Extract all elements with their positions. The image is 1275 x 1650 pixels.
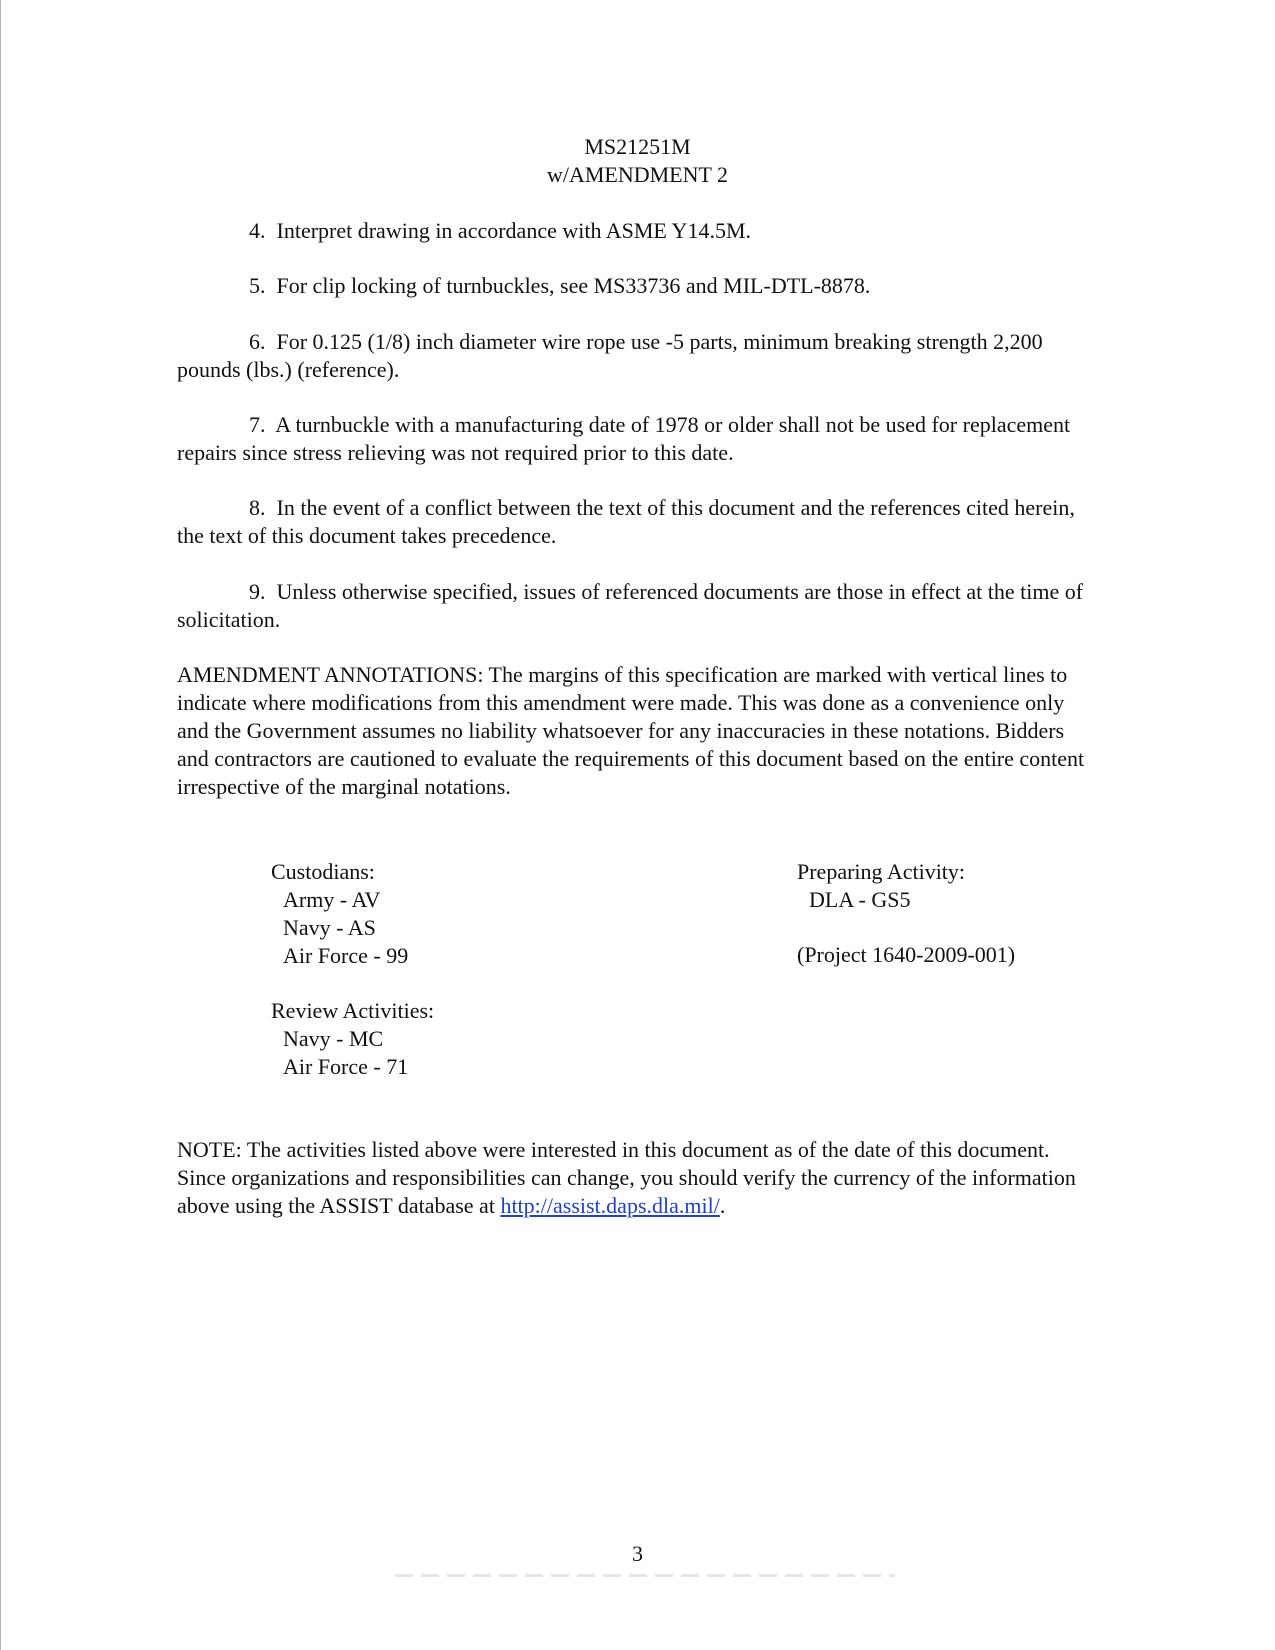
note-number: 7. [249, 412, 266, 437]
note-item-8 [177, 494, 1097, 550]
note-text: For 0.125 (1/8) inch diameter wire rope use -5 parts, minimum breaking strength 2,200 pounds (lbs.) (reference). [177, 329, 1043, 382]
document-number: MS21251M [584, 134, 691, 159]
review-activity-item: Navy - MC [283, 1026, 384, 1051]
note-number: 6. [249, 329, 266, 354]
note-item-6 [177, 328, 1097, 384]
preparing-activity-block [797, 858, 965, 914]
assist-database-link[interactable]: http://assist.daps.dla.mil/ [500, 1193, 720, 1218]
page-number: 3 [632, 1541, 643, 1566]
amendment-annotations: AMENDMENT ANNOTATIONS: The margins of this specification are marked with vertical lines to indicate where modifications from this amendment were made. This was done as a convenience only and the Government assumes no liability whatsoever for any inaccuracies in these notations. Bidders and contractors are cautioned to evaluate the requirements of this document based on the entire content irrespective of the marginal notations. [177, 662, 1085, 799]
custodians-block [271, 858, 408, 970]
faint-footer-line [395, 1574, 895, 1577]
note-text: Interpret drawing in accordance with ASME Y14.5M. [276, 218, 752, 243]
project-block [797, 941, 1015, 969]
review-activities-block [271, 997, 434, 1081]
project-number: (Project 1640-2009-001) [797, 942, 1016, 967]
document-header [0, 133, 1275, 189]
note-text: Unless otherwise specified, issues of referenced documents are those in effect at the time of solicitation. [177, 579, 1084, 632]
note-item-7 [177, 411, 1097, 467]
note-paragraph [177, 1136, 1097, 1220]
note-number: 4. [249, 218, 266, 243]
note-number: 5. [249, 273, 266, 298]
note-text: A turnbuckle with a manufacturing date of 1978 or older shall not be used for replacement repairs since stress relieving was not required prior to this date. [177, 412, 1071, 465]
custodians-label: Custodians: [271, 859, 375, 884]
review-activities-label: Review Activities: [271, 998, 435, 1023]
amendment-label: w/AMENDMENT 2 [546, 162, 729, 187]
custodian-item: Army - AV [283, 887, 381, 912]
custodian-item: Navy - AS [283, 915, 376, 940]
preparing-activity-value: DLA - GS5 [809, 887, 911, 912]
note-text: In the event of a conflict between the text of this document and the references cited herein, the text of this document takes precedence. [177, 495, 1075, 548]
custodian-item: Air Force - 99 [283, 943, 409, 968]
note-number: 8. [249, 495, 266, 520]
note-item-5 [177, 272, 1097, 300]
preparing-activity-label: Preparing Activity: [797, 859, 966, 884]
note-end: . [719, 1193, 726, 1218]
review-activity-item: Air Force - 71 [283, 1054, 409, 1079]
note-item-4 [177, 217, 1097, 245]
note-body: NOTE: The activities listed above were interested in this document as of the date of this document. Since organizations and responsibilities can change, you should verify the currency of the information above using the ASSIST database at [177, 1137, 1076, 1218]
note-item-9 [177, 578, 1097, 634]
note-text: For clip locking of turnbuckles, see MS33736 and MIL-DTL-8878. [276, 273, 871, 298]
note-number: 9. [249, 579, 266, 604]
